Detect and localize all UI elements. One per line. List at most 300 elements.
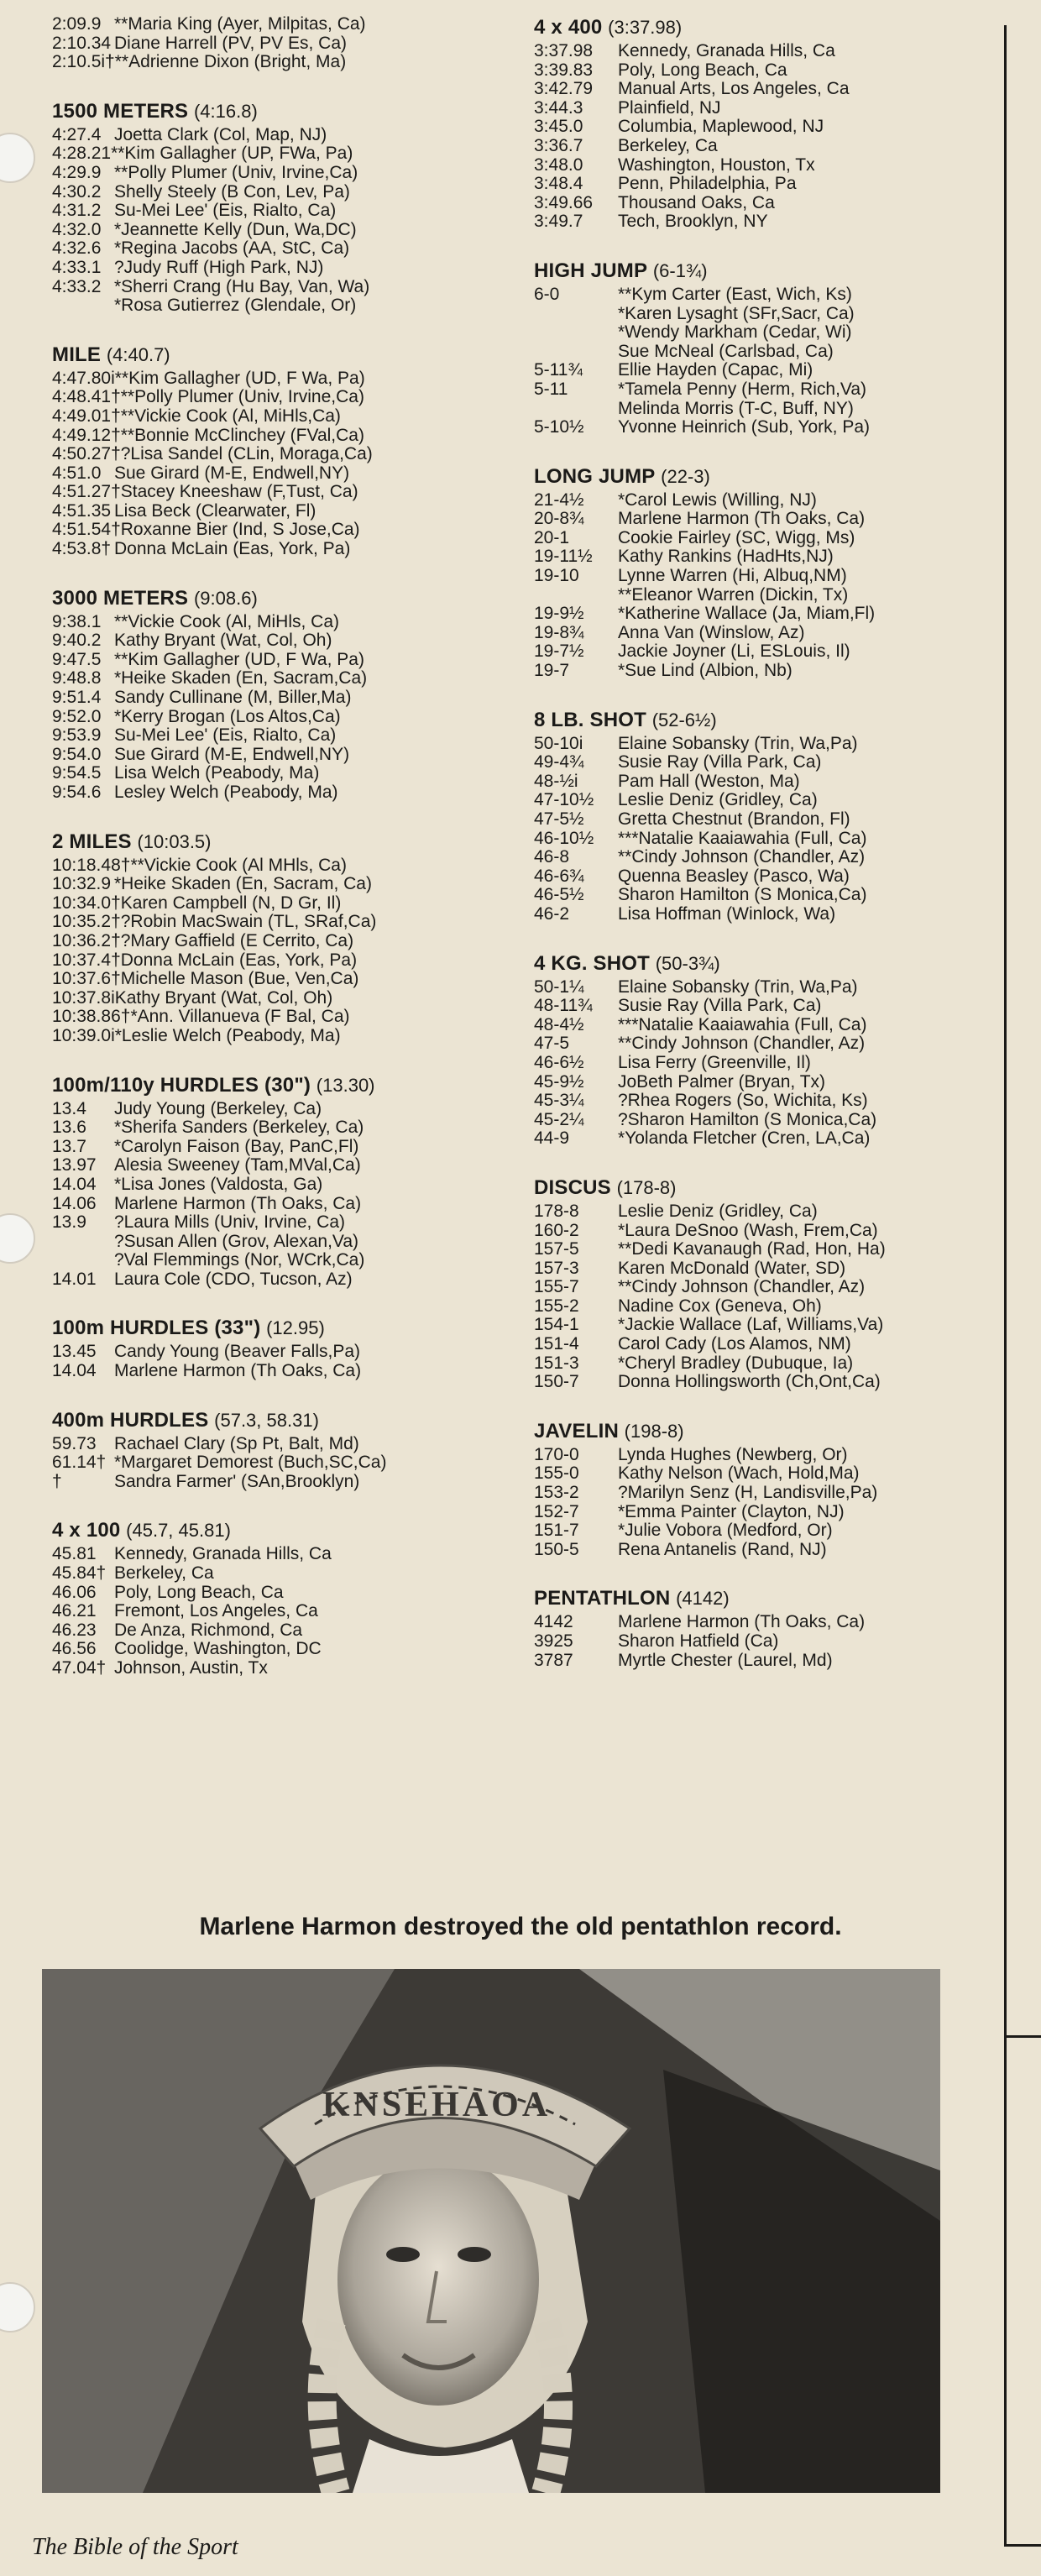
result-mark: 46.21 — [52, 1601, 97, 1621]
result-mark: 3:39.83 — [534, 60, 594, 80]
result-row — [52, 445, 522, 464]
result-athlete: Gretta Chestnut (Brandon, Fl) — [618, 809, 850, 829]
result-mark: 45.81 — [52, 1544, 97, 1564]
result-athlete: Jackie Joyner (Li, ESLouis, Il) — [618, 641, 850, 662]
result-athlete: **Dedi Kavanaugh (Rad, Hon, Ha) — [618, 1239, 886, 1259]
result-row — [52, 464, 522, 484]
result-row — [52, 1362, 522, 1381]
result-row — [534, 194, 1004, 213]
result-athlete: Susie Ray (Villa Park, Ca) — [618, 996, 822, 1016]
result-athlete: Sue Girard (M-E, Endwell,NY) — [114, 744, 350, 764]
result-mark: 10:38.86† — [52, 1007, 131, 1027]
result-mark: 153-2 — [534, 1483, 579, 1503]
result-mark — [534, 586, 618, 605]
result-row — [52, 746, 522, 765]
result-row — [534, 42, 1004, 61]
result-athlete: Karen McDonald (Water, SD) — [618, 1258, 846, 1278]
result-row — [52, 183, 522, 202]
result-athlete: *Leslie Welch (Peabody, Ma) — [114, 1025, 341, 1045]
result-mark: 50-1¼ — [534, 976, 584, 997]
result-athlete: Kathy Rankins (HadHts,NJ) — [618, 547, 834, 567]
result-athlete: Fremont, Los Angeles, Ca — [114, 1601, 318, 1621]
result-athlete: *Sue Lind (Albion, Nb) — [618, 661, 793, 681]
result-row — [52, 540, 522, 559]
result-mark: 9:47.5 — [52, 649, 102, 669]
result-mark: 3:44.3 — [534, 97, 583, 118]
result-mark: 157-3 — [534, 1258, 579, 1278]
result-mark: 20-1 — [534, 527, 570, 547]
page-edge-mark — [1006, 2035, 1041, 2038]
photo-caption: Marlene Harmon destroyed the old pentathlon record. — [199, 1913, 842, 1940]
result-row — [534, 978, 1004, 997]
result-row — [52, 1343, 522, 1362]
result-athlete: Marlene Harmon (Th Oaks, Ca) — [618, 509, 866, 529]
results-column-right — [534, 15, 1004, 1670]
event-name: 4 KG. SHOT — [534, 951, 651, 975]
result-athlete: *Karen Lysaght (SFr,Sacr, Ca) — [618, 303, 855, 323]
result-mark: 155-2 — [534, 1296, 579, 1316]
result-athlete: Poly, Long Beach, Ca — [618, 60, 787, 80]
visor-lettering: KNSEHAOA — [322, 2086, 552, 2124]
result-row — [534, 1335, 1004, 1354]
result-athlete: **Vickie Cook (Al, MiHls,Ca) — [120, 406, 341, 426]
result-mark: 14.06 — [52, 1193, 97, 1213]
result-row — [534, 867, 1004, 887]
result-mark: 4:30.2 — [52, 181, 102, 202]
result-mark: 3:49.7 — [534, 212, 583, 232]
result-athlete: **Cindy Johnson (Chandler, Az) — [618, 1034, 866, 1054]
result-athlete: Marlene Harmon (Th Oaks, Ca) — [618, 1612, 866, 1632]
result-row — [534, 1354, 1004, 1374]
result-mark: 9:52.0 — [52, 706, 102, 726]
result-mark: 9:48.8 — [52, 668, 102, 689]
result-mark: 4:51.27† — [52, 482, 121, 502]
result-athlete: Marlene Harmon (Th Oaks, Ca) — [114, 1193, 362, 1213]
binder-hole-top — [0, 133, 35, 183]
result-row — [534, 1202, 1004, 1222]
result-athlete: Lisa Welch (Peabody, Ma) — [114, 763, 320, 783]
result-row — [52, 989, 522, 1008]
result-athlete: Sharon Hamilton (S Monica,Ca) — [618, 885, 867, 905]
result-athlete: Thousand Oaks, Ca — [618, 192, 775, 212]
result-row — [534, 605, 1004, 624]
event-standard: (4142) — [676, 1588, 730, 1610]
result-mark: 10:37.8i — [52, 987, 115, 1008]
result-mark: 5-10½ — [534, 417, 584, 437]
result-mark: 45-9½ — [534, 1071, 584, 1092]
event-standard: (6-1¾) — [652, 259, 708, 281]
result-mark: 14.01 — [52, 1269, 97, 1289]
result-athlete: *Wendy Markham (Cedar, Wi) — [618, 322, 852, 343]
result-athlete: Myrtle Chester (Laurel, Md) — [618, 1650, 833, 1670]
result-row — [52, 1195, 522, 1214]
event-heading — [52, 1073, 522, 1098]
result-athlete: Manual Arts, Los Angeles, Ca — [618, 79, 850, 99]
event-name: 1500 METERS — [52, 99, 189, 123]
result-mark: 45.84† — [52, 1563, 107, 1584]
result-row — [52, 1233, 522, 1252]
result-row — [534, 1464, 1004, 1484]
result-row — [534, 529, 1004, 548]
result-athlete: Carol Cady (Los Alamos, NM) — [618, 1334, 851, 1354]
event-standard: (57.3, 58.31) — [214, 1409, 319, 1431]
result-row — [52, 951, 522, 971]
page-edge-rule — [1004, 25, 1007, 2544]
result-mark: 5-11 — [534, 379, 568, 399]
result-row — [534, 997, 1004, 1016]
result-row — [534, 99, 1004, 118]
event-heading — [534, 951, 1004, 976]
result-row — [52, 369, 522, 389]
result-athlete: Johnson, Austin, Tx — [114, 1658, 268, 1678]
result-athlete: Kathy Bryant (Wat, Col, Oh) — [114, 631, 332, 651]
result-mark: 150-7 — [534, 1372, 579, 1392]
result-row — [52, 1545, 522, 1564]
result-mark: 155-0 — [534, 1463, 579, 1484]
result-row — [534, 1446, 1004, 1465]
result-athlete: Sue Girard (M-E, Endwell,NY) — [114, 463, 350, 483]
result-row — [534, 1240, 1004, 1259]
result-row — [52, 259, 522, 278]
result-row — [52, 1659, 522, 1678]
event-name: DISCUS — [534, 1175, 611, 1199]
result-athlete: **Kim Gallagher (UD, F Wa, Pa) — [114, 368, 365, 388]
result-athlete: Quenna Beasley (Pasco, Wa) — [618, 866, 850, 886]
event-standard: (22-3) — [661, 465, 710, 487]
event-name: JAVELIN — [534, 1419, 619, 1442]
event-standard: (50-3¾) — [655, 952, 720, 974]
result-mark: 10:37.4† — [52, 950, 121, 970]
result-row — [534, 61, 1004, 81]
event-heading — [52, 1518, 522, 1543]
result-mark: 2:10.34 — [52, 33, 112, 53]
result-athlete: Stacey Kneeshaw (F,Tust, Ca) — [120, 482, 358, 502]
result-row — [52, 613, 522, 632]
result-row — [52, 1602, 522, 1621]
result-row — [534, 1503, 1004, 1522]
result-mark: 13.9 — [52, 1212, 86, 1233]
result-mark: 47-5½ — [534, 809, 584, 829]
result-row — [534, 1373, 1004, 1392]
result-mark: 13.45 — [52, 1342, 97, 1362]
result-athlete: *Rosa Gutierrez (Glendale, Or) — [114, 296, 357, 316]
event-name: HIGH JUMP — [534, 259, 648, 282]
event-heading — [534, 464, 1004, 490]
result-athlete: Yvonne Heinrich (Sub, York, Pa) — [618, 417, 871, 437]
result-mark: 20-8¾ — [534, 509, 584, 529]
result-row — [52, 144, 522, 164]
result-mark: 9:40.2 — [52, 631, 102, 651]
result-row — [52, 221, 522, 240]
event-name: 2 MILES — [52, 830, 132, 853]
event-name: PENTATHLON — [534, 1587, 671, 1610]
result-row — [52, 427, 522, 446]
result-row — [534, 772, 1004, 792]
result-mark: 170-0 — [534, 1444, 579, 1464]
result-athlete: Coolidge, Washington, DC — [114, 1639, 322, 1659]
result-mark: 13.6 — [52, 1118, 86, 1138]
result-mark: 46-6½ — [534, 1052, 584, 1072]
result-athlete: ?Val Flemmings (Nor, WCrk,Ca) — [114, 1250, 365, 1270]
result-athlete: Leslie Deniz (Gridley, Ca) — [618, 1201, 818, 1221]
event-name: 4 x 100 — [52, 1519, 121, 1542]
result-athlete: *Yolanda Fletcher (Cren, LA,Ca) — [618, 1128, 871, 1149]
result-mark: 4:29.9 — [52, 162, 102, 182]
magazine-tagline: The Bible of the Sport — [32, 2534, 238, 2560]
result-athlete: ?Laura Mills (Univ, Irvine, Ca) — [114, 1212, 346, 1233]
result-mark: 48-4½ — [534, 1014, 584, 1034]
result-athlete: ?Marilyn Senz (H, Landisville,Pa) — [618, 1483, 878, 1503]
result-athlete: *Lisa Jones (Valdosta, Ga) — [114, 1174, 323, 1194]
result-row — [52, 764, 522, 783]
result-mark: 4:32.0 — [52, 219, 102, 239]
result-athlete: Kathy Bryant (Wat, Col, Oh) — [114, 987, 333, 1008]
result-row — [534, 418, 1004, 437]
result-athlete: Anna Van (Winslow, Az) — [618, 622, 805, 642]
result-row — [534, 1521, 1004, 1541]
athlete-photo-illustration — [42, 1969, 940, 2493]
result-row — [52, 708, 522, 727]
result-mark — [52, 1251, 114, 1270]
result-row — [534, 118, 1004, 137]
result-mark: 4:32.6 — [52, 238, 102, 259]
result-mark: 9:54.5 — [52, 763, 102, 783]
result-row — [52, 726, 522, 746]
event-name: 3000 METERS — [52, 586, 189, 610]
result-mark: 4:51.35 — [52, 500, 112, 521]
result-row — [52, 502, 522, 521]
result-athlete: Sandra Farmer' (SAn,Brooklyn) — [114, 1471, 360, 1491]
result-mark: 21-4½ — [534, 490, 584, 510]
result-mark: 4:51.54† — [52, 520, 121, 540]
result-mark: 4:48.41† — [52, 387, 121, 407]
result-mark: 4:49.12† — [52, 425, 121, 445]
result-mark: 46-8 — [534, 847, 570, 867]
result-row — [534, 1129, 1004, 1149]
event-heading — [52, 343, 522, 368]
result-mark: 9:54.6 — [52, 783, 102, 802]
result-athlete: **Eleanor Warren (Dickin, Tx) — [618, 584, 849, 605]
result-mark — [534, 400, 618, 419]
result-row — [52, 296, 522, 316]
event-standard: (4:40.7) — [106, 343, 170, 365]
result-mark: 45-3¼ — [534, 1091, 584, 1111]
event-heading — [52, 1316, 522, 1341]
result-athlete: **Vickie Cook (Al, MiHls, Ca) — [114, 611, 340, 631]
result-mark: 13.97 — [52, 1155, 97, 1175]
event-standard: (198-8) — [624, 1420, 684, 1442]
event-standard: (52-6½) — [651, 709, 717, 730]
result-mark: 6-0 — [534, 284, 560, 304]
result-row — [52, 1251, 522, 1270]
result-mark — [534, 323, 618, 343]
result-row — [52, 932, 522, 951]
result-mark: 3:45.0 — [534, 117, 583, 137]
result-row — [534, 305, 1004, 324]
result-row — [534, 343, 1004, 362]
result-row — [534, 380, 1004, 400]
event-standard: (12.95) — [266, 1317, 325, 1339]
result-row — [52, 1118, 522, 1138]
result-mark: 47-5 — [534, 1034, 570, 1054]
result-athlete: Nadine Cox (Geneva, Oh) — [618, 1296, 822, 1316]
result-mark: 4:33.2 — [52, 276, 102, 296]
result-mark — [534, 343, 618, 362]
result-mark: 10:35.2† — [52, 912, 121, 932]
result-athlete: **Bonnie McClinchey (FVal,Ca) — [120, 425, 364, 445]
result-athlete: Susie Ray (Villa Park, Ca) — [618, 752, 822, 772]
result-athlete: Sue McNeal (Carlsbad, Ca) — [618, 341, 834, 361]
result-athlete: ***Natalie Kaaiawahia (Full, Ca) — [618, 1014, 867, 1034]
result-athlete: Kennedy, Granada Hills, Ca — [618, 41, 835, 60]
result-mark: 50-10i — [534, 733, 583, 753]
result-row — [52, 669, 522, 689]
event-standard: (13.30) — [316, 1074, 375, 1096]
result-row — [52, 278, 522, 297]
result-athlete: **Polly Plumer (Univ, Irvine,Ca) — [114, 162, 358, 182]
result-row — [534, 1484, 1004, 1503]
result-row — [52, 1008, 522, 1027]
result-athlete: ?Lisa Sandel (CLin, Moraga,Ca) — [120, 444, 373, 464]
result-row — [534, 80, 1004, 99]
result-mark: 46.56 — [52, 1639, 97, 1659]
result-row — [52, 1100, 522, 1119]
result-athlete: **Polly Plumer (Univ, Irvine,Ca) — [120, 387, 364, 407]
result-row — [534, 1222, 1004, 1241]
result-athlete: Tech, Brooklyn, NY — [618, 212, 768, 232]
result-athlete: Karen Campbell (N, D Gr, Il) — [120, 893, 342, 913]
result-athlete: *Cheryl Bradley (Dubuque, Ia) — [618, 1353, 854, 1373]
result-mark: 4:47.80i — [52, 368, 115, 388]
result-athlete: Sandy Cullinane (M, Biller,Ma) — [114, 688, 352, 708]
result-mark: 160-2 — [534, 1220, 579, 1240]
result-athlete: Candy Young (Beaver Falls,Pa) — [114, 1342, 361, 1362]
result-mark: 151-4 — [534, 1334, 579, 1354]
result-mark: 49-4¾ — [534, 752, 584, 772]
result-athlete: Rachael Clary (Sp Pt, Balt, Md) — [114, 1433, 359, 1453]
result-mark: 59.73 — [52, 1433, 97, 1453]
event-standard: (3:37.98) — [608, 17, 683, 38]
result-athlete: Lesley Welch (Peabody, Ma) — [114, 783, 338, 802]
result-mark: 151-7 — [534, 1521, 579, 1541]
result-row — [534, 1259, 1004, 1279]
result-mark: 46-2 — [534, 903, 570, 924]
page-edge-bottom — [1004, 2544, 1041, 2547]
result-row — [534, 735, 1004, 754]
result-mark: 150-5 — [534, 1539, 579, 1559]
result-row — [52, 126, 522, 145]
event-name: 400m HURDLES — [52, 1408, 209, 1432]
result-row — [52, 53, 522, 72]
result-athlete: ***Natalie Kaaiawahia (Full, Ca) — [618, 828, 867, 848]
result-row — [534, 1613, 1004, 1632]
result-mark: † — [52, 1471, 62, 1491]
result-mark: 4:51.0 — [52, 463, 102, 483]
result-row — [534, 624, 1004, 643]
result-row — [52, 875, 522, 894]
event-heading — [534, 259, 1004, 284]
result-athlete: ?Robin MacSwain (TL, SRaf,Ca) — [120, 912, 377, 932]
result-mark: 46.06 — [52, 1582, 97, 1602]
result-row — [52, 1027, 522, 1046]
result-mark: 19-7½ — [534, 641, 584, 662]
result-mark: 10:32.9 — [52, 874, 112, 894]
result-athlete: *Regina Jacobs (AA, StC, Ca) — [114, 238, 350, 259]
result-row — [52, 1270, 522, 1290]
result-mark — [52, 296, 114, 316]
result-mark: 13.7 — [52, 1136, 86, 1156]
event-name: 8 LB. SHOT — [534, 708, 647, 731]
result-athlete: *Margaret Demorest (Buch,SC,Ca) — [114, 1453, 387, 1473]
result-row — [534, 1541, 1004, 1560]
result-row — [52, 631, 522, 651]
result-mark: 9:51.4 — [52, 688, 102, 708]
result-athlete: *Sherri Crang (Hu Bay, Van, Wa) — [114, 276, 370, 296]
result-mark — [534, 305, 618, 324]
result-row — [534, 905, 1004, 924]
result-mark: 4:33.1 — [52, 257, 102, 277]
result-mark: 4142 — [534, 1612, 573, 1632]
event-heading — [534, 708, 1004, 733]
result-mark: 47-10½ — [534, 790, 594, 810]
result-athlete: ?Susan Allen (Grov, Alexan,Va) — [114, 1231, 359, 1251]
result-athlete: Lisa Ferry (Greenville, Il) — [618, 1052, 811, 1072]
results-column-left — [52, 15, 522, 1678]
result-row — [534, 361, 1004, 380]
result-athlete: *Heike Skaden (En, Sacram, Ca) — [114, 874, 372, 894]
result-row — [534, 1632, 1004, 1652]
event-name: 100m HURDLES (33") — [52, 1317, 261, 1340]
result-row — [534, 491, 1004, 510]
event-standard: (10:03.5) — [137, 830, 212, 852]
result-mark: 3:42.79 — [534, 79, 594, 99]
result-athlete: *Jackie Wallace (Laf, Williams,Va) — [618, 1315, 884, 1335]
result-mark: 178-8 — [534, 1201, 579, 1221]
result-mark: 46-5½ — [534, 885, 584, 905]
result-row — [52, 1156, 522, 1175]
result-mark: 10:39.0i — [52, 1025, 115, 1045]
result-athlete: Poly, Long Beach, Ca — [114, 1582, 284, 1602]
result-athlete: Roxanne Bier (Ind, S Jose,Ca) — [120, 520, 360, 540]
result-row — [534, 547, 1004, 567]
result-mark: 9:53.9 — [52, 725, 102, 746]
result-row — [534, 848, 1004, 867]
result-athlete: Melinda Morris (T-C, Buff, NY) — [618, 398, 854, 418]
result-row — [52, 483, 522, 502]
result-mark: 4:28.21* — [52, 144, 118, 164]
event-heading — [52, 99, 522, 124]
result-row — [52, 1640, 522, 1659]
event-name: MILE — [52, 343, 102, 366]
result-mark: 154-1 — [534, 1315, 579, 1335]
result-athlete: *Ann. Villanueva (F Bal, Ca) — [130, 1007, 350, 1027]
result-row — [534, 400, 1004, 419]
result-athlete: *Heike Skaden (En, Sacram,Ca) — [114, 668, 368, 689]
result-mark: 3787 — [534, 1650, 573, 1670]
result-row — [52, 1621, 522, 1641]
result-mark: 46-6¾ — [534, 866, 584, 886]
result-athlete: Berkeley, Ca — [114, 1563, 214, 1584]
result-row — [52, 202, 522, 221]
result-mark: 10:34.0† — [52, 893, 121, 913]
result-athlete: **Kim Gallagher (UD, F Wa, Pa) — [114, 649, 364, 669]
result-mark: 3:36.7 — [534, 135, 583, 155]
result-row — [534, 1073, 1004, 1092]
result-row — [52, 164, 522, 183]
event-name: LONG JUMP — [534, 464, 656, 488]
result-athlete: Donna McLain (Eas, York, Pa) — [114, 539, 351, 559]
result-mark: 14.04 — [52, 1174, 97, 1194]
